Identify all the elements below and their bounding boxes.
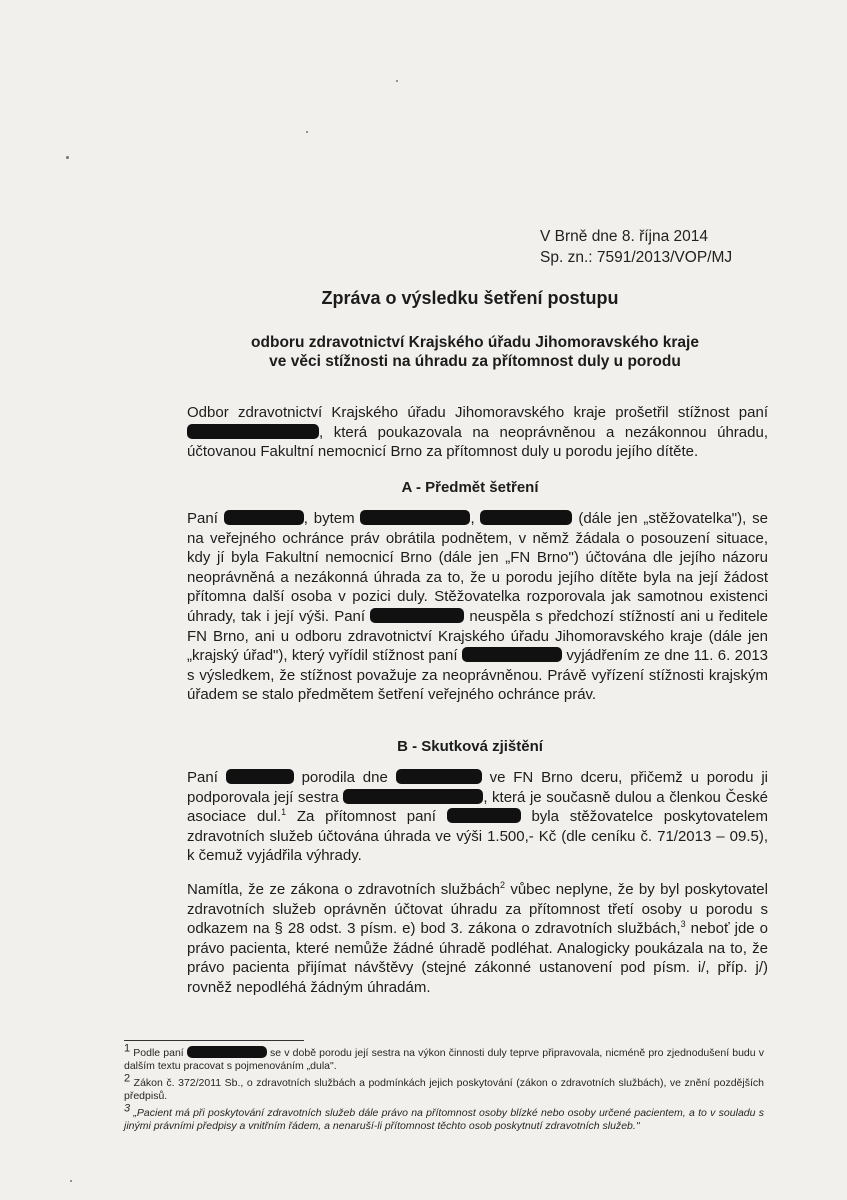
scan-speck (396, 80, 398, 82)
redaction (462, 647, 562, 662)
redaction (187, 1046, 267, 1058)
redaction (370, 608, 464, 623)
footnote-number: 3 (124, 1102, 131, 1115)
section-b-paragraph-2 (142, 880, 768, 998)
footnote-number: 1 (124, 1042, 131, 1055)
body-text: vyjádřením ze dne 11. 6. 2013 s výsledkem, že stížnost považuje za neoprávněnou. Právě vyřízení stížnosti krajským úřadem se stalo předmětem šetření veřejného ochránce práv. (187, 647, 769, 704)
footnote-number: 2 (124, 1072, 131, 1085)
body-text: , která je současně dulou a členkou České asociace dul. (187, 788, 768, 826)
scan-speck (306, 131, 308, 133)
redaction (187, 424, 319, 439)
footnote-text: Podle paní (133, 1047, 184, 1059)
redaction (224, 510, 304, 525)
section-a-heading: A - Předmět šetření (401, 479, 539, 496)
intro-paragraph (142, 403, 768, 462)
scan-speck (66, 156, 69, 159)
footnote-ref: 2 (499, 880, 505, 890)
intro-text: Odbor zdravotnictví Krajského úřadu Jihomoravského kraje prošetřil stížnost paní (187, 404, 768, 421)
redaction (396, 769, 482, 784)
body-text: porodila dne (301, 769, 388, 786)
section-a-paragraph (142, 509, 768, 705)
body-text: Paní (187, 769, 218, 786)
footnote-text: Zákon č. 372/2011 Sb., o zdravotních službách a podmínkách jejich poskytování (zákon o zdravotních službách), ve znění pozdějších předpisů. (124, 1076, 764, 1103)
section-b-paragraph-1 (142, 768, 768, 866)
section-b-heading: B - Skutková zjištění (397, 738, 543, 755)
subtitle-line-2: ve věci stížnosti na úhradu za přítomnost duly u porodu (269, 353, 681, 370)
body-text: ve FN Brno dceru, přičemž u porodu ji podporovala její sestra (187, 769, 768, 806)
body-text: neboť jde o právo pacienta, které nemůže žádné úhradě podléhat. Analogicky poukázala na to, že právo pacienta přijímat návštěvy (stejné zákonné ustanovení pod písm. i/, příp. j/) rovněž nepodléhá žádným úhradám. (187, 920, 768, 996)
body-text: Namítla, že ze zákona o zdravotních službách (187, 881, 500, 898)
file-reference: Sp. zn.: 7591/2013/VOP/MJ (540, 249, 733, 266)
body-text: vůbec neplyne, že by byl poskytovatel zdravotních služeb oprávněn účtovat úhradu za přítomnost třetí osoby u porodu s odkazem na § 28 odst. 3 písm. e) bod 3. zákona o zdravotních službách, (187, 881, 768, 938)
body-text: , bytem (303, 510, 355, 527)
footnote-3 (124, 1102, 764, 1134)
redaction (360, 510, 470, 525)
footnotes (124, 1042, 765, 1136)
page-subtitle (130, 333, 820, 371)
redaction (447, 808, 521, 823)
scan-speck (70, 1180, 72, 1182)
body-text: Paní (187, 510, 218, 527)
redaction (343, 789, 483, 804)
body-text: Za přítomnost paní (296, 808, 436, 826)
footnote-divider (124, 1040, 304, 1041)
footnote-1 (124, 1042, 765, 1074)
subtitle-line-1: odboru zdravotnictví Krajského úřadu Jihomoravského kraje (251, 334, 699, 351)
body-text: , (470, 510, 475, 527)
redaction (480, 510, 572, 525)
footnote-text: se v době porodu její sestra na výkon činnosti duly teprve připravovala, nicméně pro zjednodušení budu v dalším textu pracovat s pojmenováním „dula". (124, 1047, 765, 1073)
footnote-ref: 3 (680, 919, 686, 930)
footnote-ref: 1 (281, 807, 287, 818)
redaction (226, 769, 294, 784)
body-text: byla stěžovatelce poskytovatelem zdravotních služeb účtována úhrada ve výši 1.500,- Kč (dle ceníku č. 71/2013 – 09.5), k čemuž vyjádřila výhrady. (187, 808, 769, 865)
body-text: neuspěla s předchozí stížností ani u ředitele FN Brno, ani u odboru zdravotnictví Krajského úřadu Jihomoravského kraje (dále jen „krajský úřad"), který vyřídil stížnost paní (187, 607, 768, 665)
footnote-2 (124, 1072, 764, 1104)
document-header (540, 226, 732, 268)
body-text: (dále jen „stěžovatelka"), se na veřejného ochránce práv obrátila podnětem, v němž žádala o posouzení situace, kdy jí byla Fakultní nemocnicí Brno (dále jen „FN Brno") účtována dle jejího názoru neoprávněná a nezákonná úhrada za to, že u porodu jejího dítěte byla na její žádost přítomna další osoba v pozici duly. Stěžovatelka rozporovala jak samotnou existenci úhrady, tak i její výši. Paní (187, 510, 768, 625)
intro-text: , která poukazovala na neoprávněnou a nezákonnou úhradu, účtovanou Fakultní nemocnicí Brno za přítomnost duly u porodu jejího dítěte. (187, 423, 768, 461)
footnote-text: „Pacient má při poskytování zdravotních služeb dále právo na přítomnost osoby blízké nebo osoby určené pacientem, a to v souladu s jinými právními předpisy a vnitřním řádem, a nenaruší-li přítomnost těchto osob poskytnutí zdravotních služeb." (124, 1106, 764, 1133)
place-date: V Brně dne 8. října 2014 (540, 228, 709, 245)
page-title: Zpráva o výsledku šetření postupu (321, 288, 619, 308)
